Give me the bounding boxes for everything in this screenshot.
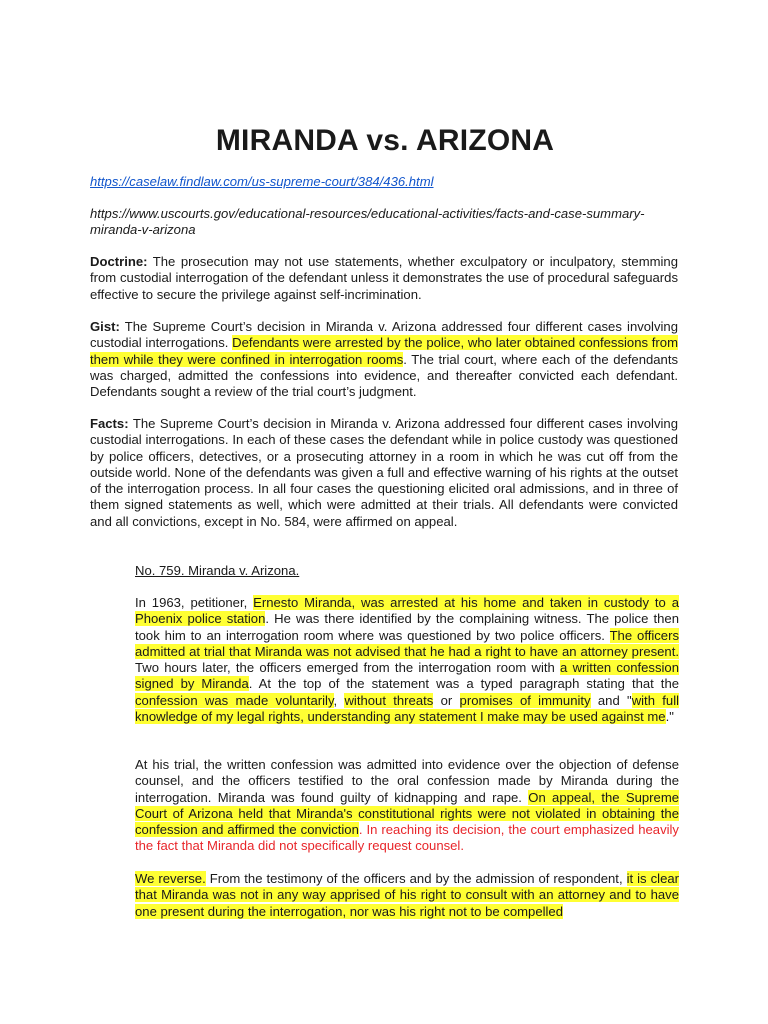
case-heading: No. 759. Miranda v. Arizona. [135,563,300,578]
findlaw-link[interactable]: https://caselaw.findlaw.com/us-supreme-court/384/436.html [90,174,434,189]
para-highlight: confession was made voluntarily [135,692,334,708]
para-red-text: . In reaching its decision, the court emphasized heavily the fact that Miranda did not specifically request counsel. [135,822,679,854]
case-paragraph-trial [135,757,679,855]
para-highlight: with full knowledge of my legal rights, understanding any statement I make may be used against me [135,692,680,725]
para-highlight: The officers admitted at trial that Miranda was not advised that he had a right to have an attorney present. [135,627,679,659]
gist-text: . The trial court, where each of the defendants was charged, admitted the confessions into evidence, and thereafter convicted each defendant. Defendants sought a review of the trial court’s judgment. [90,351,679,400]
para-text: . He was there identified by the complaining witness. The police then took him to an interrogation room where was questioned by two police officers. [135,611,679,643]
uscourts-url-text: https://www.uscourts.gov/educational-resources/educational-activities/facts-and-case-summary-miranda-v-arizona [90,206,645,238]
case-paragraph-arrest [135,595,679,725]
para-highlight: promises of immunity [459,692,591,708]
facts-text: The Supreme Court’s decision in Miranda v. Arizona addressed four different cases involving custodial interrogations. In each of these cases the defendant while in police custody was questioned by police officers, detectives, or a prosecuting attorney in a room in which he was cut off from the outside world. None of the defendants was given a full and effective warning of his rights at the outset of the interrogation process. In all four cases the questioning elicited oral admissions, and in three of them signed statements as well, which were admitted at their trials. All defendants were convicted and all convictions, except in No. 584, were affirmed on appeal. [90,416,678,529]
gist-label: Gist: [90,319,120,334]
facts-label: Facts: [90,416,129,431]
doctrine-paragraph [90,254,678,303]
para-text: . At the top of the statement was a typed paragraph stating that the [248,676,680,692]
para-text: In 1963, petitioner, [135,595,254,610]
para-highlight: it is clear that Miranda was not in any way apprised of his right to consult with an attorney and to have one present during the interrogation, nor was his right not to be compelled [135,871,679,919]
para-highlight: Ernesto Miranda, was arrested at his home and taken in custody to a Phoenix police station [135,595,679,627]
doctrine-label: Doctrine: [90,254,148,269]
gist-highlight: Defendants were arrested by the police, who later obtained confessions from them while they were confined in interrogation rooms [90,335,678,367]
case-paragraph-reverse [135,871,679,920]
para-highlight: a written confession signed by Miranda [135,660,679,692]
facts-paragraph [90,416,678,530]
page-title: MIRANDA vs. ARIZONA [215,124,555,157]
para-highlight: We reverse. [135,871,206,886]
para-text: or [433,692,460,708]
para-text: At his trial, the written confession was admitted into evidence over the objection of defense counsel, and the officers testified to the oral confession made by Miranda during the interrogation. Miranda was found guilty of kidnapping and rape. [135,757,679,805]
para-highlight: On appeal, the Supreme Court of Arizona held that Miranda's constitutional rights were not violated in obtaining the confession and affirmed the conviction [135,789,680,838]
gist-text: The Supreme Court’s decision in Miranda v. Arizona addressed four different cases involving custodial interrogations. [90,319,678,351]
para-text: Two hours later, the officers emerged from the interrogation room with [135,660,561,676]
para-text: From the testimony of the officers and by the admission of respondent, [205,871,627,886]
gist-paragraph [90,319,678,400]
para-text: ." [665,709,674,725]
doctrine-text: The prosecution may not use statements, whether exculpatory or inculpatory, stemming from custodial interrogation of the defendant unless it demonstrates the use of procedural safeguards effective to secure the privilege against self-incrimination. [90,254,678,302]
para-highlight: without threats [344,692,434,708]
para-text: , [333,692,345,708]
para-text: and " [590,692,632,708]
